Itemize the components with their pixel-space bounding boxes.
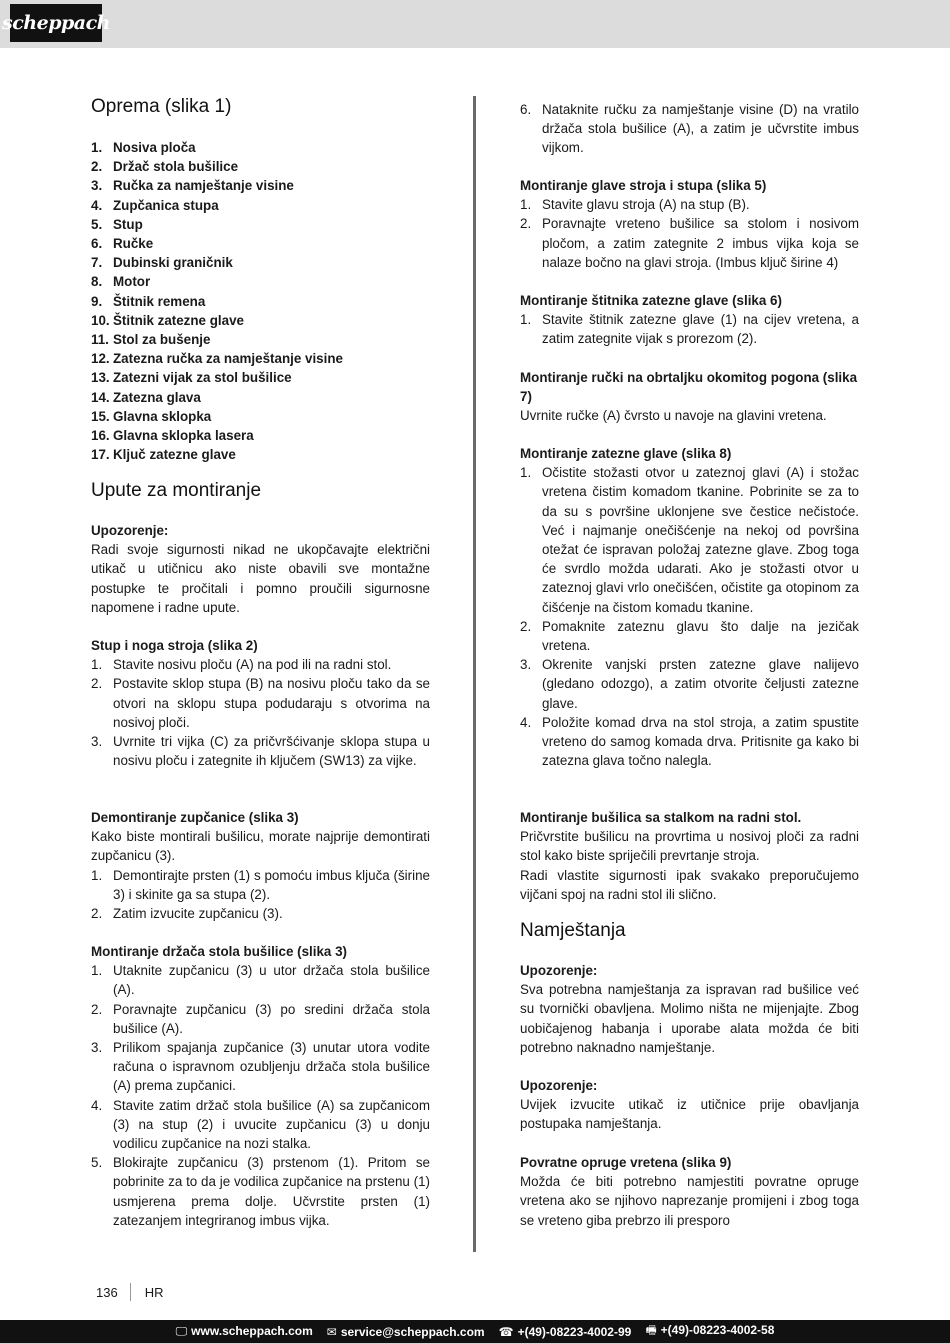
upoz2-text: Uvijek izvucite utikač iz utičnice prije obavljanja postupaka namještanja.	[520, 1097, 859, 1132]
stup-section	[91, 636, 430, 770]
demont-heading: Demontiranje zupčanice (slika 3)	[91, 810, 299, 825]
list-item: 9. Štitnik remena	[91, 293, 206, 309]
web-link[interactable]: 🖵 www.scheppach.com	[175, 1324, 313, 1338]
rucke-heading: Montiranje ručki na obrtaljku okomitog pogona (slika 7)	[520, 370, 858, 405]
list-item: 1. Nosiva ploča	[91, 140, 196, 155]
list-item: 2. Poravnajte vreteno bušilice sa stolom i nosivom pločom, a zatim zategnite 2 imbus vijka koja se nalaze bočno na glavi stroja. (Imbus ključ širine 4)	[520, 216, 859, 270]
list-item: 6. Nataknite ručku za namještanje visine (D) na vratilo držača stola bušilice (A), a zatim je učvrstite imbus vijkom.	[520, 102, 859, 156]
glava-section	[520, 176, 859, 272]
list-item: 4. Stavite zatim držač stola bušilice (A) sa zupčanicom (3) na stup (2) i uvucite zupčanicu (3) u donju vodilicu zupčanice na nozi stalka.	[91, 1097, 430, 1152]
list-item: 1. Stavite štitnik zatezne glave (1) na cijev vretena, a zatim zategnite vijak s prorezom (2).	[520, 312, 859, 347]
page-number: 136	[96, 1284, 118, 1300]
namjestanja-heading: Namještanja	[520, 920, 626, 941]
list-item: 5. Stup	[91, 216, 143, 232]
phone-number: ☎ +(49)-08223-4002-99	[498, 1324, 632, 1339]
busilica-section	[520, 808, 859, 904]
footer-separator	[130, 1283, 131, 1301]
list-item: 7. Dubinski graničnik	[91, 255, 233, 271]
list-item: 2. Poravnajte zupčanicu (3) po sredini držača stola bušilice (A).	[91, 1001, 430, 1036]
list-item: 2. Pomaknite zateznu glavu što dalje na jezičak vretena.	[520, 618, 859, 654]
list-item: 14. Zatezna glava	[91, 389, 201, 405]
stitnik-heading: Montiranje štitnika zatezne glave (slika 6)	[520, 293, 782, 308]
list-item: 3. Okrenite vanjski prsten zatezne glave nalijevo (gledano odozgo), a zatim otvorite čeljusti zatezne glave.	[520, 657, 859, 711]
stitnik-section	[520, 291, 859, 349]
busilica-text-1: Pričvrstite bušilicu na provrtima u nosivoj ploči za radni stol kako biste spriječili prevrtanje stroja.	[520, 829, 859, 864]
oprema-list	[91, 138, 430, 464]
header-bar	[0, 0, 950, 48]
list-item: 10. Štitnik zatezne glave	[91, 312, 244, 328]
oprema-heading: Oprema (slika 1)	[91, 96, 232, 117]
rucke-text: Uvrnite ručke (A) čvrsto u navoje na glavini vretena.	[520, 408, 827, 424]
zatezna-heading: Montiranje zatezne glave (slika 8)	[520, 446, 732, 461]
list-item: 12. Zatezna ručka za namještanje visine	[91, 351, 343, 367]
list-item: 13. Zatezni vijak za stol bušilice	[91, 370, 292, 386]
demont-section	[91, 808, 430, 923]
language-code: HR	[144, 1284, 164, 1300]
upoz2-label: Upozorenje:	[520, 1078, 598, 1093]
stup-heading: Stup i noga stroja (slika 2)	[91, 638, 258, 653]
upoz1-label: Upozorenje:	[520, 963, 598, 978]
fax-number: 🖷 +(49)-08223-4002-58	[645, 1323, 775, 1337]
monitor-icon: 🖵	[175, 1324, 188, 1338]
list-item: 3. Ručka za namještanje visine	[91, 178, 294, 194]
list-item: 1. Očistite stožasti otvor u zateznoj glavi (A) i stožac vretena čistim komadom tkanine. Pobrinite se za to da su s površine uklonjene sve čestice nečistoće. Već i najmanje onečišćenje na nekoj od površina otežat će ispravan položaj zatezne glave. Zbog toga će svrdlo možda udarati. Ako je stožasti otvor u zateznoj glavi vrlo onečišćen, očistite ga otopinom za čišćenje na čistom komadu tkanine.	[520, 465, 859, 615]
glava-heading: Montiranje glave stroja i stupa (slika 5)	[520, 178, 767, 193]
busilica-heading: Montiranje bušilica sa stalkom na radni stol.	[520, 810, 802, 825]
phone-icon: ☎	[498, 1324, 514, 1339]
list-item: 16. Glavna sklopka lasera	[91, 428, 254, 444]
opruge-section	[520, 1153, 859, 1230]
list-item: 2. Zatim izvucite zupčanicu (3).	[91, 906, 283, 922]
list-item: 1. Stavite glavu stroja (A) na stup (B).	[520, 197, 750, 213]
list-item: 3. Uvrnite tri vijka (C) za pričvršćivanje sklopa stupa u nosivu ploču i zategnite ih ključem (SW13) za vijke.	[91, 734, 430, 769]
scheppach-logo: scheppach	[10, 4, 102, 42]
upute-heading: Upute za montiranje	[91, 480, 262, 501]
list-item: 4. Zupčanica stupa	[91, 197, 219, 213]
list-item: 3. Prilikom spajanja zupčanice (3) unutar utora vodite računa o ispravnom ozubljenju držača stola bušilice (A) prema zupčanici.	[91, 1040, 430, 1094]
opruge-text: Možda će biti potrebno namjestiti povratne opruge vretena ako se njihovo naprezanje promijeni i zbog toga se vreteno giba prebrzo ili presporo	[520, 1174, 859, 1228]
list-item: 2. Držač stola bušilice	[91, 159, 239, 175]
contact-bar	[0, 1320, 950, 1343]
drzac-heading: Montiranje držača stola bušilice (slika 3)	[91, 944, 347, 959]
demont-intro: Kako biste montirali bušilicu, morate najprije demontirati zupčanicu (3).	[91, 829, 430, 864]
mail-icon: ✉	[326, 1324, 337, 1339]
list-item: 5. Blokirajte zupčanicu (3) prstenom (1). Pritom se pobrinite za to da je vodilica zupčanice na prstenu (1) usmjerena prema dolje. Učvrstite prsten (1) zatezanjem integriranog imbus vijka.	[91, 1155, 430, 1228]
upoz1-text: Sva potrebna namještanja za ispravan rad bušilice već su tvornički obavljena. Molimo ništa ne mijenjajte. Zbog uobičajenog habanja i uporabe alata možda će biti potrebno naknadno namještanje.	[520, 982, 859, 1055]
zatezna-section	[520, 444, 859, 770]
rucke-section	[520, 368, 859, 426]
fax-icon: 🖷	[645, 1323, 657, 1337]
column-divider	[473, 96, 476, 1252]
upoz1-block	[520, 961, 859, 1057]
list-item: 8. Motor	[91, 274, 151, 290]
busilica-text-2: Radi vlastite sigurnosti ipak svakako preporučujemo vijčani spoj na radni stol ili slično.	[520, 867, 859, 902]
list-item: 1. Utaknite zupčanicu (3) u utor držača stola bušilice (A).	[91, 963, 430, 998]
page-footer	[96, 1283, 163, 1301]
list-item: 1. Demontirajte prsten (1) s pomoću imbus ključa (širine 3) i skinite ga sa stupa (2).	[91, 867, 430, 902]
list-item: 4. Položite komad drva na stol stroja, a zatim spustite vreteno do samog komada drva. Pritisnite ga kako bi zatezna glava točno nalegla.	[520, 714, 859, 769]
upozorenje-block	[91, 521, 430, 617]
email-link[interactable]: ✉ service@scheppach.com	[326, 1324, 485, 1339]
list-item: 17. Ključ zatezne glave	[91, 447, 236, 463]
list-item: 2. Postavite sklop stupa (B) na nosivu ploču tako da se otvori na sklopu stupa podudaraju s otvorima na nosivoj ploči.	[91, 676, 430, 730]
list-item: 6. Ručke	[91, 236, 154, 252]
list-item: 1. Stavite nosivu ploču (A) na pod ili na radni stol.	[91, 657, 392, 673]
drzac-section	[91, 942, 430, 1230]
upozorenje-text: Radi svoje sigurnosti nikad ne ukopčavajte električni utikač u utičnicu ako niste obavili sve montažne postupke te pročitali i pomno proučili sigurnosne napomene i radne upute.	[91, 542, 430, 615]
list-item: 11. Stol za bušenje	[91, 332, 211, 348]
item6-block	[520, 100, 859, 158]
list-item: 15. Glavna sklopka	[91, 408, 212, 424]
opruge-heading: Povratne opruge vretena (slika 9)	[520, 1155, 732, 1170]
upozorenje-label: Upozorenje:	[91, 523, 169, 538]
upoz2-block	[520, 1076, 859, 1134]
